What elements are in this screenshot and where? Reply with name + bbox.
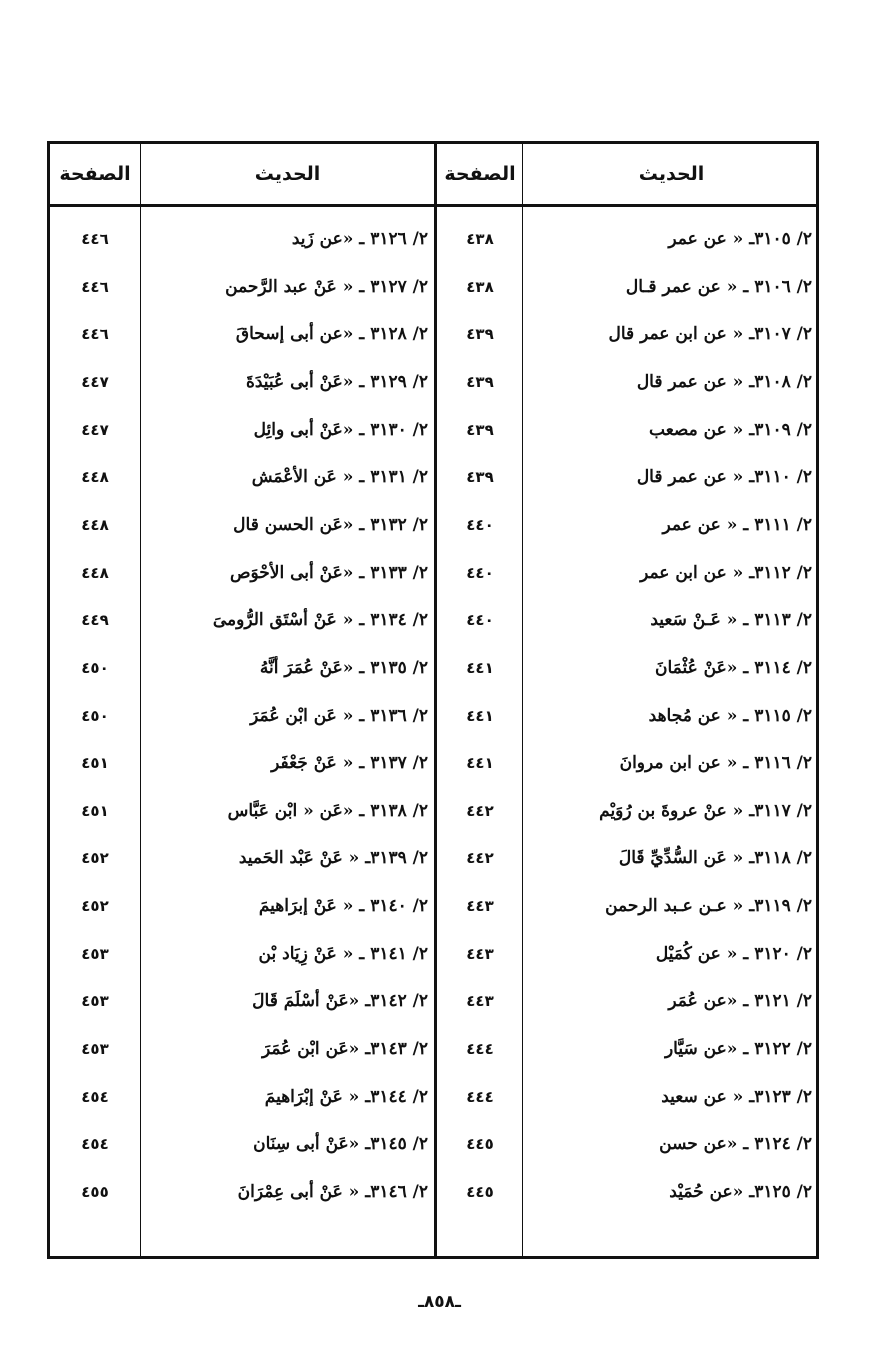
- table-row: [0, 836, 879, 880]
- hadith-cell: ٢/ ٣١١٢ـ « عن ابن عمر: [640, 563, 812, 583]
- page-cell: ٤٣٩: [466, 373, 494, 391]
- header-left-page: الصفحة: [59, 163, 131, 185]
- hadith-cell: ٢/ ٣١٠٨ـ « عن عمر قال: [636, 372, 812, 392]
- hadith-cell: ٢/ ٣١١٣ ـ « عَـنْ سَعيد: [650, 610, 812, 630]
- page-cell: ٤٥٣: [81, 992, 109, 1010]
- page-cell: ٤٤٦: [81, 325, 109, 343]
- hadith-cell: ٢/ ٣١٢٨ ـ «عن أبى إسحاقَ: [235, 324, 428, 344]
- hadith-cell: ٢/ ٣١١٩ـ « عـن عـبد الرحمن: [605, 896, 812, 916]
- page-cell: ٤٤٤: [466, 1088, 494, 1106]
- header-left-hadith: الحديث: [254, 163, 321, 185]
- page-cell: ٤٤٤: [466, 1040, 494, 1058]
- hadith-cell: ٢/ ٣١٣٣ ـ «عَنْ أبى الأحْوَص: [229, 563, 428, 583]
- table-row: [0, 408, 879, 452]
- hadith-cell: ٢/ ٣١١٨ـ « عَن السُّدِّيِّ قَالَ: [618, 848, 812, 868]
- hadith-cell: ٢/ ٣١٠٥ـ « عن عمر: [668, 229, 812, 249]
- hadith-cell: ٢/ ٣١٣٩ـ « عَنْ عَبْد الحَميد: [238, 848, 428, 868]
- hadith-cell: ٢/ ٣١٢٦ ـ «عن زَيد: [291, 229, 428, 249]
- page-cell: ٤٤٥: [466, 1183, 494, 1201]
- page-cell: ٤٤٣: [466, 992, 494, 1010]
- hadith-cell: ٢/ ٣١٠٩ـ « عن مصعب: [649, 420, 812, 440]
- page-cell: ٤٤١: [466, 659, 494, 677]
- hadith-cell: ٢/ ٣١١١ ـ « عن عمر: [662, 515, 812, 535]
- hadith-cell: ٢/ ٣١١٥ ـ « عن مُجاهد: [648, 706, 812, 726]
- hadith-cell: ٢/ ٣١٤٥ـ «عَنْ أبى سِنَان: [253, 1134, 428, 1154]
- hadith-cell: ٢/ ٣١١٧ـ « عنْ عروةَ بن رُوَيْم: [599, 801, 812, 821]
- page-cell: ٤٤٨: [81, 516, 109, 534]
- page-cell: ٤٥٤: [81, 1088, 109, 1106]
- hadith-cell: ٢/ ٣١٢٢ ـ «عن سَيَّار: [664, 1039, 812, 1059]
- hadith-cell: ٢/ ٣١٤٣ـ «عَن ابْن عُمَرَ: [261, 1039, 428, 1059]
- hadith-cell: ٢/ ٣١٢٩ ـ «عَنْ أبى عُبَيْدَةَ: [245, 372, 428, 392]
- table-row: [0, 979, 879, 1023]
- page-cell: ٤٣٩: [466, 325, 494, 343]
- table-row: [0, 1122, 879, 1166]
- hadith-cell: ٢/ ٣١٤١ ـ « عَنْ زِيَاد بْن: [258, 944, 428, 964]
- hadith-cell: ٢/ ٣١١٦ ـ « عن ابن مروانَ: [619, 753, 812, 773]
- page-cell: ٤٥٤: [81, 1135, 109, 1153]
- header-right-hadith: الحديث: [638, 163, 705, 185]
- hadith-cell: ٢/ ٣١٢٧ ـ « عَنْ عبد الرَّحمن: [225, 277, 428, 297]
- table-row: [0, 646, 879, 690]
- page-cell: ٤٥٠: [81, 707, 109, 725]
- hadith-cell: ٢/ ٣١٢١ ـ «عن عُمَر: [668, 991, 812, 1011]
- hadith-cell: ٢/ ٣١٣٢ ـ «عَن الحسن قال: [233, 515, 428, 535]
- table-row: [0, 551, 879, 595]
- page-cell: ٤٥١: [81, 802, 109, 820]
- table-row: [0, 503, 879, 547]
- page-cell: ٤٣٨: [466, 230, 494, 248]
- page-cell: ٤٤٧: [81, 421, 109, 439]
- hadith-cell: ٢/ ٣١٢٤ ـ «عن حسن: [659, 1134, 812, 1154]
- hadith-cell: ٢/ ٣١٠٦ ـ « عن عمر قـال: [625, 277, 812, 297]
- hadith-cell: ٢/ ٣١١٠ـ « عن عمر قال: [636, 467, 812, 487]
- table-row: [0, 932, 879, 976]
- table-row: [0, 1027, 879, 1071]
- hadith-cell: ٢/ ٣١٤٤ـ « عَنْ إبْرَاهيمَ: [264, 1087, 428, 1107]
- table-row: [0, 360, 879, 404]
- hadith-cell: ٢/ ٣١٢٥ـ «عن حُمَيْد: [669, 1182, 812, 1202]
- header-right-page: الصفحة: [444, 163, 516, 185]
- hadith-cell: ٢/ ٣١٣٨ ـ «عَن « ابْن عَبَّاس: [227, 801, 428, 821]
- table-row: [0, 694, 879, 738]
- header-divider: [47, 204, 819, 207]
- page-cell: ٤٥٢: [81, 849, 109, 867]
- hadith-cell: ٢/ ٣١٣٦ ـ « عَن ابْن عُمَرَ: [250, 706, 428, 726]
- page-cell: ٤٤٠: [466, 564, 494, 582]
- page-cell: ٤٥٥: [81, 1183, 109, 1201]
- page-cell: ٤٥٣: [81, 1040, 109, 1058]
- table-row: [0, 265, 879, 309]
- page-cell: ٤٤٢: [466, 849, 494, 867]
- hadith-cell: ٢/ ٣١٢٣ـ « عن سعيد: [661, 1087, 812, 1107]
- hadith-cell: ٢/ ٣١٠٧ـ « عن ابن عمر قال: [608, 324, 812, 344]
- table-row: [0, 217, 879, 261]
- page-cell: ٤٤٠: [466, 516, 494, 534]
- page-cell: ٤٤٨: [81, 468, 109, 486]
- hadith-cell: ٢/ ٣١٤٠ ـ « عَنْ إبرَاهيمَ: [258, 896, 428, 916]
- table-row: [0, 598, 879, 642]
- page-cell: ٤٤٣: [466, 897, 494, 915]
- page-cell: ٤٣٩: [466, 468, 494, 486]
- hadith-cell: ٢/ ٣١٣١ ـ « عَن الأعْمَش: [251, 467, 428, 487]
- page-cell: ٤٤١: [466, 707, 494, 725]
- hadith-cell: ٢/ ٣١٣٠ ـ «عَنْ أبى وائِل: [253, 420, 428, 440]
- page-cell: ٤٣٨: [466, 278, 494, 296]
- hadith-cell: ٢/ ٣١٢٠ ـ « عن كُمَيْل: [655, 944, 812, 964]
- table-row: [0, 884, 879, 928]
- page-number: ـ٨٥٨ـ: [418, 1292, 461, 1312]
- table-row: [0, 741, 879, 785]
- table-row: [0, 789, 879, 833]
- page-cell: ٤٤٠: [466, 611, 494, 629]
- page-cell: ٤٤٢: [466, 802, 494, 820]
- page-cell: ٤٤٨: [81, 564, 109, 582]
- table-row: [0, 1075, 879, 1119]
- hadith-cell: ٢/ ٣١٣٤ ـ « عَنْ أسْتَق الرُّومىَ: [212, 610, 428, 630]
- page-cell: ٤٥٠: [81, 659, 109, 677]
- hadith-cell: ٢/ ٣١٤٦ـ « عَنْ أبى عِمْرَانَ: [237, 1182, 428, 1202]
- page-cell: ٤٤١: [466, 754, 494, 772]
- page-cell: ٤٤٣: [466, 945, 494, 963]
- page-cell: ٤٥٢: [81, 897, 109, 915]
- table-row: [0, 1170, 879, 1214]
- hadith-cell: ٢/ ٣١٤٢ـ «عَنْ أسْلَمَ قَالَ: [252, 991, 428, 1011]
- hadith-cell: ٢/ ٣١١٤ ـ «عَنْ عُثْمَانَ: [654, 658, 812, 678]
- page-cell: ٤٥٣: [81, 945, 109, 963]
- table-row: [0, 455, 879, 499]
- page-cell: ٤٤٦: [81, 230, 109, 248]
- page-cell: ٤٤٧: [81, 373, 109, 391]
- hadith-cell: ٢/ ٣١٣٧ ـ « عَنْ جَعْفَر: [271, 753, 428, 773]
- page-cell: ٤٤٥: [466, 1135, 494, 1153]
- page-cell: ٤٣٩: [466, 421, 494, 439]
- page-cell: ٤٤٩: [81, 611, 109, 629]
- page-cell: ٤٤٦: [81, 278, 109, 296]
- page-cell: ٤٥١: [81, 754, 109, 772]
- table-row: [0, 312, 879, 356]
- hadith-cell: ٢/ ٣١٣٥ ـ «عَنْ عُمَرَ أنَّهُ: [259, 658, 428, 678]
